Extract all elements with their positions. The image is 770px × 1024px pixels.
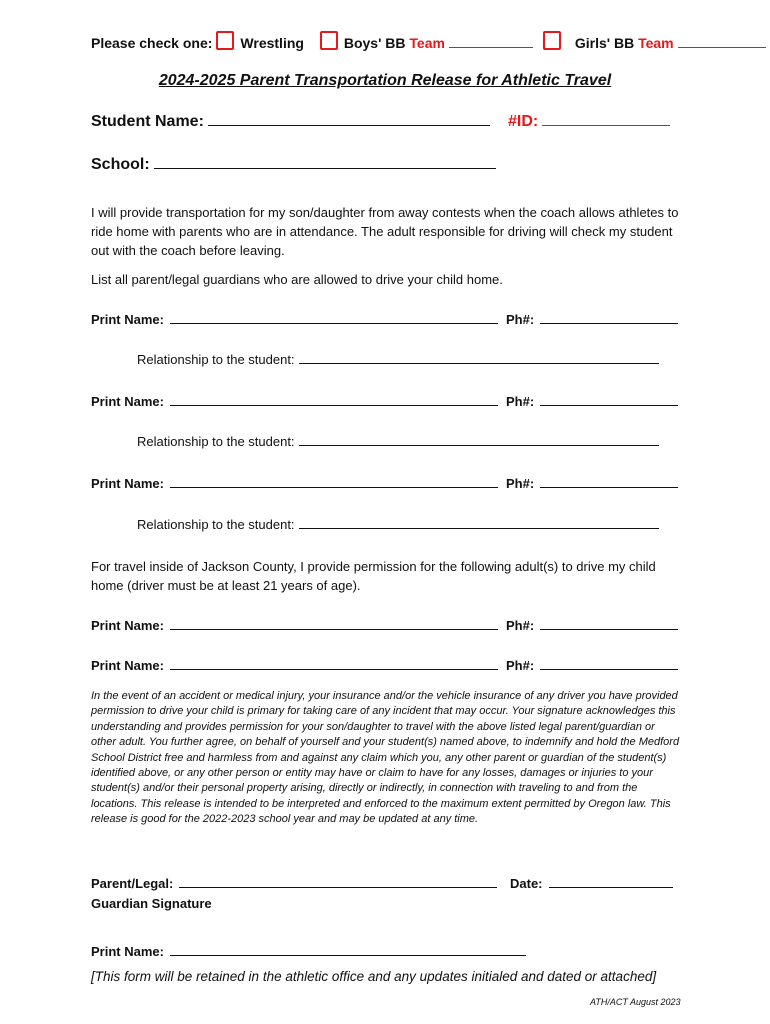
signature-field[interactable] [179, 886, 497, 888]
retention-note: [This form will be retained in the athletic office and any updates initialed and dated or attached] [91, 969, 657, 984]
girls-bb-label: Girls' BB [574, 35, 639, 51]
sport-selection-row [91, 31, 766, 51]
guardian-3-name-row [91, 476, 498, 491]
girls-team-field[interactable] [678, 46, 766, 48]
guardian-2-name-field[interactable] [170, 404, 498, 406]
guardian-3-phone-row [506, 476, 678, 491]
guardian-1-phone-field[interactable] [540, 322, 678, 324]
student-name-field[interactable] [208, 124, 490, 126]
signature-label: Parent/Legal: [91, 876, 174, 891]
print-name-label: Print Name: [91, 944, 164, 959]
print-name-label: Print Name: [91, 476, 164, 491]
footer-code: ATH/ACT August 2023 [590, 997, 681, 1007]
transport-statement: I will provide transportation for my son/daughter from away contests when the coach allows athletes to ride home with parents who are in attendance. The adult responsible for driving will check my student out with the coach before leaving. [91, 205, 679, 258]
guardian-3-phone-field[interactable] [540, 486, 678, 488]
driver-1-phone-row [506, 618, 678, 633]
print-name-label: Print Name: [91, 658, 164, 673]
driver-1-name-field[interactable] [170, 628, 498, 630]
guardian-2-relationship-row [137, 434, 659, 449]
boys-bb-label: Boys' BB [343, 35, 410, 51]
guardian-3-relationship-row [137, 517, 659, 532]
guardian-1-name-field[interactable] [170, 322, 498, 324]
student-id-field[interactable] [542, 124, 670, 126]
date-field[interactable] [549, 886, 673, 888]
liability-release-text: In the event of an accident or medical injury, your insurance and/or the vehicle insurance of any driver you have provided permission to drive your child is primary for taking care of any incident that may occur. Your signature acknowledges this understanding and provides permission for your son/daughter to travel with the above listed legal parent/guardian or other adult. You further agree, on behalf of yourself and your student(s) named above, to indemnify and hold the Medford School District free and harmless from and against any claim which you, any other parent or guardian of the student(s) identified above, or any other person or entity may have or claim to have for any losses, damages or injuries to your student(s) and/or their personal property arising, directly or indirectly, in connection with traveling to and from the locations. This release is intended to be interpreted and enforced to the maximum extent permitted by Oregon law. This release is good for the 2022-2023 school year and may be updated at any time. [91, 690, 680, 826]
signer-print-name-row [91, 944, 526, 959]
driver-2-name-row [91, 658, 498, 673]
school-field[interactable] [154, 167, 496, 169]
guardian-3-relationship-field[interactable] [299, 527, 659, 529]
print-name-label: Print Name: [91, 394, 164, 409]
boys-bb-checkbox[interactable] [320, 31, 338, 50]
phone-label: Ph#: [506, 312, 535, 327]
guardian-1-phone-row [506, 312, 678, 327]
driver-1-phone-field[interactable] [540, 628, 678, 630]
print-name-label: Print Name: [91, 618, 164, 633]
relationship-label: Relationship to the student: [137, 434, 295, 449]
signature-label-line2: Guardian Signature [91, 896, 212, 911]
relationship-label: Relationship to the student: [137, 352, 295, 367]
boys-team-field[interactable] [449, 46, 533, 48]
guardian-1-name-row [91, 312, 498, 327]
school-row [91, 156, 496, 174]
date-row [510, 876, 673, 891]
student-name-label: Student Name: [91, 113, 204, 130]
driver-1-name-row [91, 618, 498, 633]
form-title: 2024-2025 Parent Transportation Release for Athletic Travel [158, 72, 612, 89]
phone-label: Ph#: [506, 394, 535, 409]
check-prompt: Please check one: [91, 35, 213, 51]
date-label: Date: [510, 876, 543, 891]
guardian-2-phone-row [506, 394, 678, 409]
girls-bb-checkbox[interactable] [543, 31, 561, 50]
school-label: School: [91, 156, 150, 173]
guardian-1-relationship-field[interactable] [299, 362, 659, 364]
student-id-label: #ID: [508, 113, 539, 130]
student-id-row [508, 113, 670, 131]
phone-label: Ph#: [506, 476, 535, 491]
phone-label: Ph#: [506, 658, 535, 673]
driver-2-phone-row [506, 658, 678, 673]
guardian-3-name-field[interactable] [170, 486, 498, 488]
wrestling-label: Wrestling [240, 35, 304, 51]
boys-team-label: Team [409, 35, 445, 51]
print-name-label: Print Name: [91, 312, 164, 327]
girls-team-label: Team [638, 35, 674, 51]
driver-2-name-field[interactable] [170, 668, 498, 670]
guardian-2-phone-field[interactable] [540, 404, 678, 406]
guardian-1-relationship-row [137, 352, 659, 367]
guardian-instructions: List all parent/legal guardians who are allowed to drive your child home. [91, 272, 503, 287]
relationship-label: Relationship to the student: [137, 517, 295, 532]
phone-label: Ph#: [506, 618, 535, 633]
signer-print-name-field[interactable] [170, 954, 526, 956]
wrestling-checkbox[interactable] [216, 31, 234, 50]
county-permission-statement: For travel inside of Jackson County, I provide permission for the following adult(s) to drive my child home (driver must be at least 21 years of age). [91, 559, 656, 593]
guardian-2-relationship-field[interactable] [299, 444, 659, 446]
driver-2-phone-field[interactable] [540, 668, 678, 670]
guardian-2-name-row [91, 394, 498, 409]
student-name-row [91, 113, 490, 131]
signature-row [91, 876, 497, 891]
